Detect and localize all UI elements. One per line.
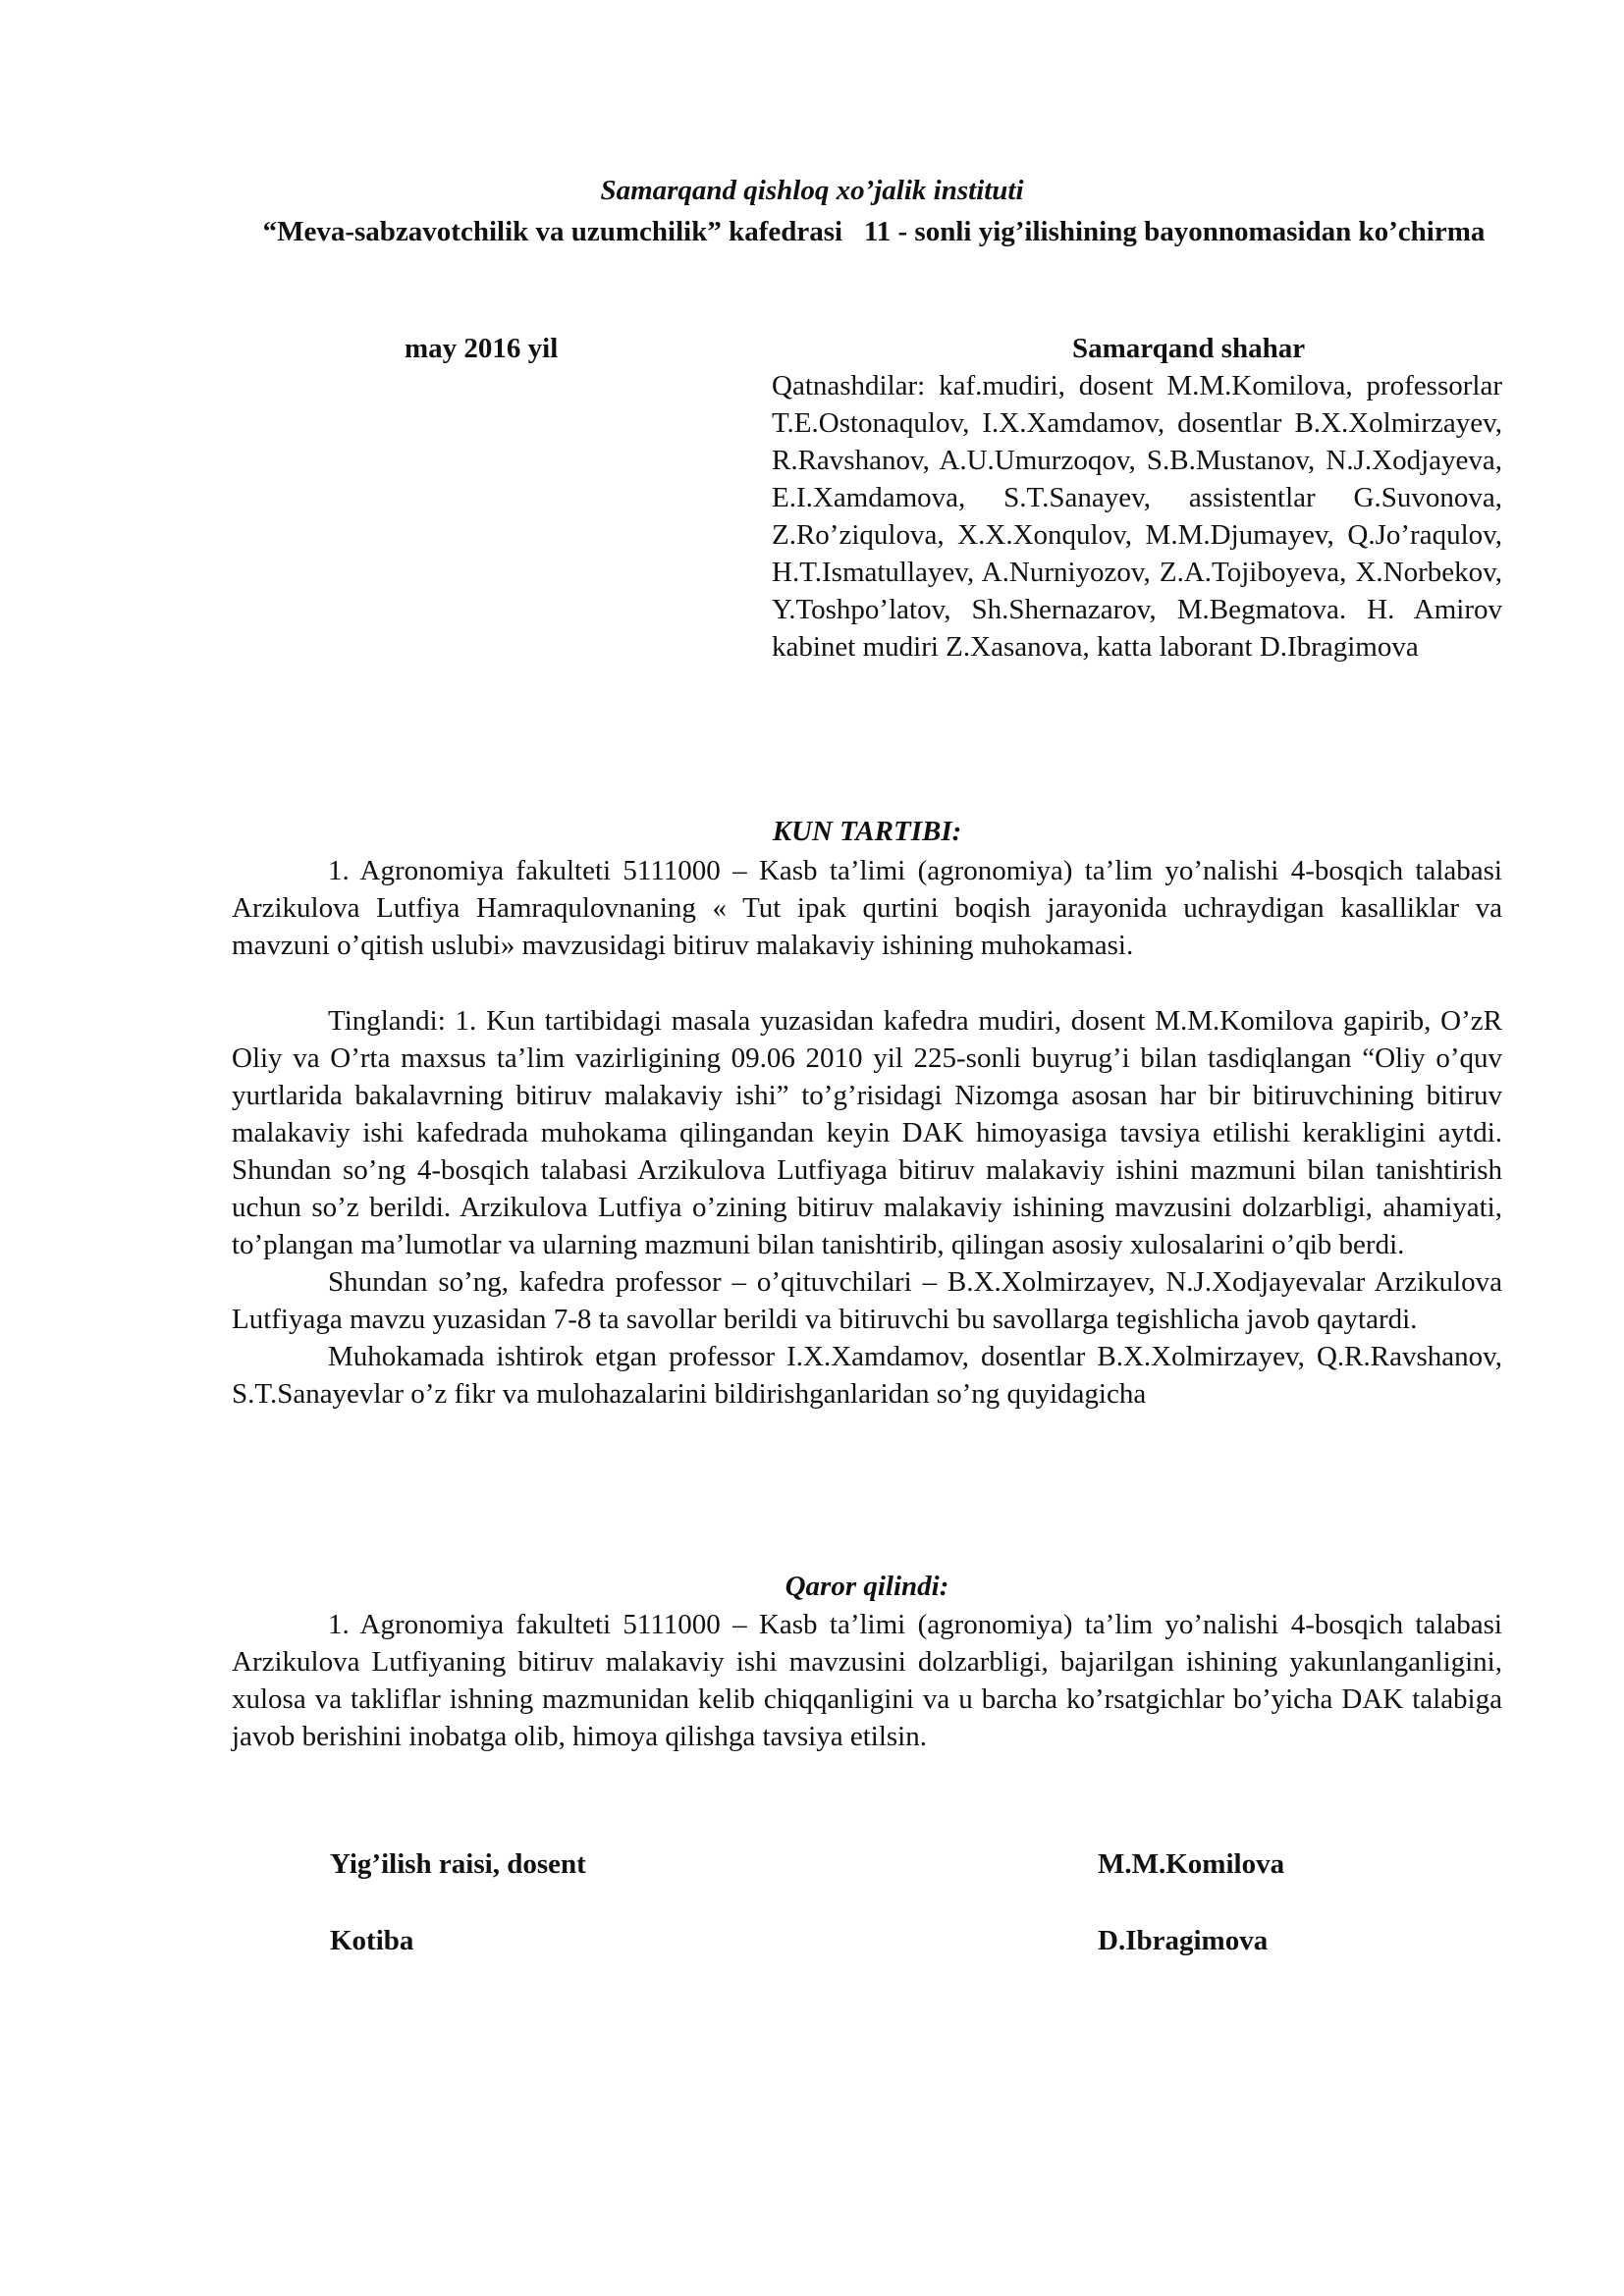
agenda-section [232, 852, 1502, 964]
questions-paragraph: Shundan so’ng, kafedra professor – o’qituvchilari – B.X.Xolmirzayev, N.J.Xodjayevalar Arzikulova Lutfiyaga mavzu yuzasidan 7-8 ta savollar berildi va bitiruvchi bu savollarga tegishlicha javob qaytardi. [232, 1266, 1502, 1335]
meeting-city: Samarqand shahar [1072, 333, 1306, 364]
attendees-list: Qatnashdilar: kaf.mudiri, dosent M.M.Komilova, professorlar T.E.Ostonaqulov, I.X.Xamdamov, dosentlar B.X.Xolmirzayev, R.Ravshanov, A.U.Umurzoqov, S.B.Mustanov, N.J.Xodjayeva, E.I.Xamdamova, S.T.Sanayev, assistentlar G.Suvonova, Z.Ro’ziqulova, X.X.Xonqulov, M.M.Djumayev, Q.Jo’raqulov, H.T.Ismatullayev, A.Nurniyozov, Z.A.Tojiboyeva, X.Norbekov, Y.Toshpo’latov, Sh.Shernazarov, M.Begmatova. H. Amirov kabinet mudiri Z.Xasanova, katta laborant D.Ibragimova [772, 370, 1502, 663]
document-title: “Meva-sabzavotchilik va uzumchilik” kafedrasi 11 - sonli yig’ilishining bayonnomasidan ko’chirma [262, 216, 1486, 247]
institute-name: Samarqand qishloq xo’jalik instituti [600, 175, 1024, 206]
chair-name: M.M.Komilova [1098, 1848, 1285, 1880]
discussion-paragraph: Muhokamada ishtirok etgan professor I.X.Xamdamov, dosentlar B.X.Xolmirzayev, Q.R.Ravshanov, S.T.Sanayevlar o’z fikr va mulohazalarini bildirishganlaridan so’ng quyidagicha [232, 1341, 1502, 1410]
decision-section [232, 1606, 1502, 1755]
decision-item: 1. Agronomiya fakulteti 5111000 – Kasb ta’limi (agronomiya) ta’lim yo’nalishi 4-bosqich talabasi Arzikulova Lutfiyaning bitiruv malakaviy ishi mavzusini dolzarbligi, bajarilgan ishining yakunlanganligini, xulosa va takliflar ishning mazmunidan kelib chiqqanligini va u barcha ko’rsatgichlar bo’yicha DAK talabiga javob berishini inobatga olib, himoya qilishga tavsiya etilsin. [232, 1609, 1502, 1752]
heard-paragraph: Tinglandi: 1. Kun tartibidagi masala yuzasidan kafedra mudiri, dosent M.M.Komilova gapirib, O’zR Oliy va O’rta maxsus ta’lim vazirligining 09.06 2010 yil 225-sonli buyrug’i bilan tasdiqlangan “Oliy o’quv yurtlarida bakalavrning bitiruv malakaviy ishi” to’g’risidagi Nizomga asosan har bir bitiruvchining bitiruv malakaviy ishi kafedrada muhokama qilingandan keyin DAK himoyasiga tavsiya etilishi kerakligini aytdi. Shundan so’ng 4-bosqich talabasi Arzikulova Lutfiyaga bitiruv malakaviy ishini mazmuni bilan tanishtirish uchun so’z berildi. Arzikulova Lutfiya o’zining bitiruv malakaviy ishining mavzusini dolzarbligi, ahamiyati, to’plangan ma’lumotlar va ularning mazmuni bilan tanishtirib, qilingan asosiy xulosalarini o’qib berdi. [232, 1005, 1502, 1260]
chair-role: Yig’ilish raisi, dosent [330, 1848, 586, 1880]
heard-section [232, 1002, 1502, 1413]
secretary-name: D.Ibragimova [1098, 1925, 1269, 1956]
meeting-date: may 2016 yil [405, 333, 559, 364]
decision-heading: Qaror qilindi: [785, 1571, 949, 1602]
agenda-heading: KUN TARTIBI: [772, 816, 962, 847]
agenda-item: 1. Agronomiya fakulteti 5111000 – Kasb ta’limi (agronomiya) ta’lim yo’nalishi 4-bosqich talabasi Arzikulova Lutfiya Hamraqulovnaning « Tut ipak qurtini boqish jarayonida uchraydigan kasalliklar va mavzuni o’qitish uslubi» mavzusidagi bitiruv malakaviy ishining muhokamasi. [232, 855, 1502, 961]
secretary-role: Kotiba [330, 1925, 414, 1956]
